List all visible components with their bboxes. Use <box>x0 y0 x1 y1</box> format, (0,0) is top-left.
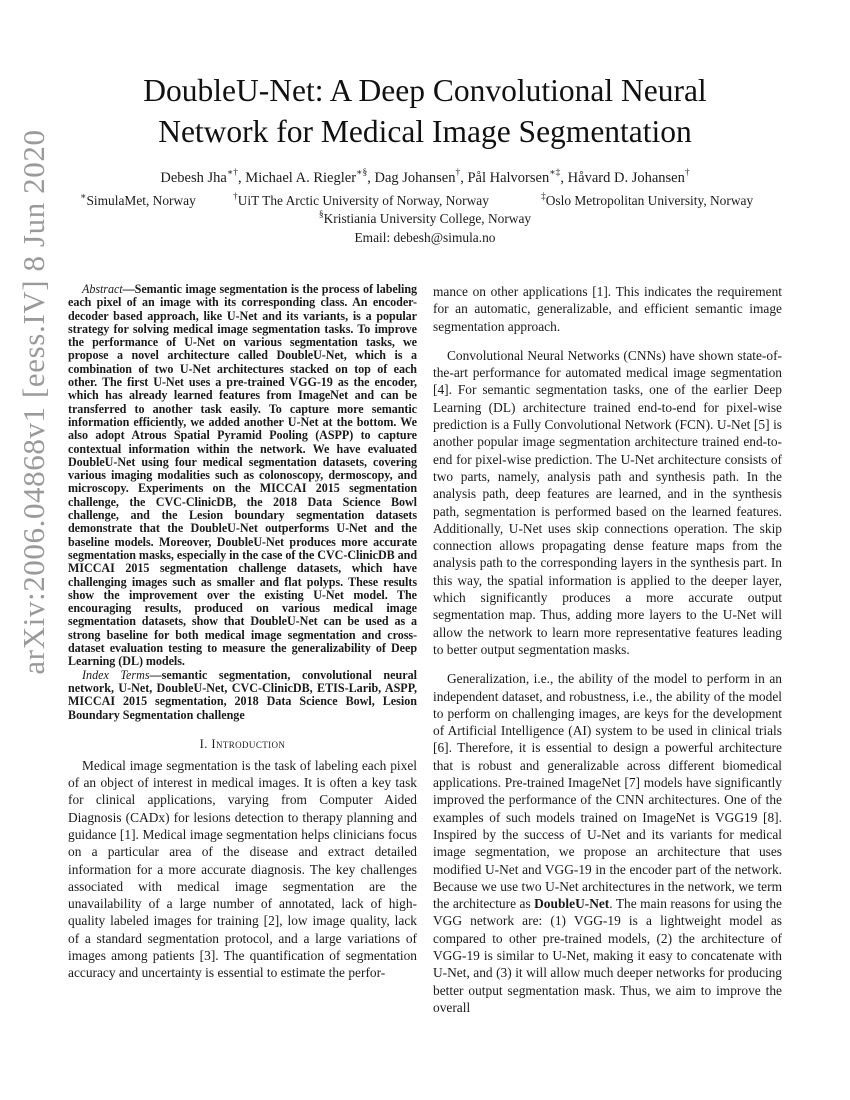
affiliation-mark: † <box>233 191 238 202</box>
author-name: Håvard D. Johansen <box>567 170 685 186</box>
affiliation-text: UiT The Arctic University of Norway, Norway <box>237 193 489 208</box>
paper-title <box>60 70 790 152</box>
author-name: Dag Johansen <box>374 170 456 186</box>
author-mark: † <box>455 168 461 179</box>
affiliation-text: SimulaMet, Norway <box>86 193 196 208</box>
contact-email: Email: debesh@simula.no <box>354 230 496 245</box>
author-mark: ∗‡ <box>549 168 561 179</box>
arxiv-watermark: arXiv:2006.04868v1 [eess.IV] 8 Jun 2020 <box>16 129 51 675</box>
author-name: Debesh Jha <box>160 170 227 186</box>
title-line-1: DoubleU-Net: A Deep Convolutional Neural <box>143 73 707 108</box>
author-mark: ∗§ <box>356 168 368 179</box>
abstract-lead: Abstract <box>82 282 123 296</box>
author-mark: † <box>684 168 690 179</box>
intro-paragraph-2: Convolutional Neural Networks (CNNs) have shown state-of-the-art performance for automated medical image segmentation [4]. For semantic segmentation tasks, one of the earlier Deep Learning (DL) architecture trained end-to-end for pixel-wise prediction is a Fully Convolutional Network (FCN). U-Net [5] is another popular image segmentation architecture trained end-to-end for pixel-wise prediction. The U-Net architecture consists of two parts, namely, analysis path and synthesis path. In the analysis path, deep features are learned, and in the synthesis path, segmentation is performed based on the learned features. Additionally, U-Net uses skip connections operation. The skip connection allows propagating dense feature maps from the analysis path to the corresponding layers in the synthesis part. In this way, the spatial information is applied to the deeper layer, which significantly produces a more accurate output segmentation map. Thus, adding more layers to the U-Net will allow the network to learn more representative features leading to better output segmentation masks. <box>433 347 782 657</box>
affiliation-text: Kristiania University College, Norway <box>323 211 532 226</box>
section-title: Introduction <box>211 736 286 751</box>
right-column <box>433 283 782 1016</box>
affiliation-oslo <box>541 192 753 210</box>
abstract <box>68 283 417 669</box>
author-list: Debesh Jha∗†, Michael A. Riegler∗§, Dag Johansen†, Pål Halvorsen∗‡, Håvard D. Johansen† <box>160 168 690 186</box>
paragraph-text: Generalization, i.e., the ability of the model to perform in an independent dataset, and robustness, i.e., the ability of the model to perform on challenging images, are keys for the development of Artificial Intelligence (AI) system to be used in clinical trials [6]. Therefore, it is essential to design a powerful architecture that is robust and generalizable across different biomedical applications. Pre-trained ImageNet [7] models have significantly improved the performance of the CNN architectures. One of the examples of such models trained on ImageNet is VGG19 [8]. Inspired by the success of U-Net and its variants for medical image segmentation, we propose an architecture that uses modified U-Net and VGG-19 in the encoder part of the network. Because we use two U-Net architectures in the network, we term the architecture as <box>433 671 782 912</box>
index-terms-text: —semantic segmentation, convolutional neural network, U-Net, DoubleU-Net, CVC-ClinicDB, ETIS-Larib, ASPP, MICCAI 2015 segmentation, 2018 Data Science Bowl, Lesion Boundary Segmentation challenge <box>68 667 417 722</box>
affiliation-simula <box>80 192 196 210</box>
paragraph-text: . The main reasons for using the VGG network are: (1) VGG-19 is a lightweight model as compared to other pre-trained models, (2) the architecture of VGG-19 is similar to U-Net, making it easy to concatenate with U-Net, and (3) it will allow much deeper networks for producing better output segmentation mask. Thus, we aim to improve the overall <box>433 896 782 1015</box>
author-name: Pål Halvorsen <box>467 170 550 186</box>
author-mark: ∗† <box>226 168 239 179</box>
section-heading <box>68 737 417 752</box>
affiliation-kristiania <box>60 210 790 228</box>
architecture-name: DoubleU-Net <box>534 896 610 912</box>
intro-paragraph-1: Medical image segmentation is the task of labeling each pixel of an object of interest in medical images. It is often a key task for clinical applications, varying from Computer Aided Diagnosis (CADx) for lesions detection to therapy planning and guidance [1]. Medical image segmentation helps clinicians focus on a particular area of the disease and extract detailed information for a more accurate diagnosis. The key challenges associated with medical image segmentation are the unavailability of a large number of annotated, lack of high-quality labeled images for training [2], low image quality, lack of a standard segmentation protocol, and a large variations of images among patients [3]. The quantification of segmentation accuracy and uncertainty is essential to estimate the perfor- <box>68 757 417 981</box>
author-name: Michael A. Riegler <box>245 170 357 186</box>
affiliation-mark: ∗ <box>80 191 87 202</box>
affiliation-uit <box>233 192 489 210</box>
intro-paragraph-3 <box>433 670 782 1016</box>
affiliation-mark: § <box>318 209 324 220</box>
intro-paragraph-continued: mance on other applications [1]. This indicates the requirement for an automatic, generalizable, and efficient semantic image segmentation approach. <box>433 284 782 334</box>
affiliation-text: Oslo Metropolitan University, Norway <box>545 193 754 208</box>
affiliation-mark: ‡ <box>541 191 546 202</box>
section-number: I. <box>199 736 212 751</box>
title-line-2: Network for Medical Image Segmentation <box>158 114 692 149</box>
index-terms <box>68 669 417 722</box>
abstract-text: —Semantic image segmentation is the process of labeling each pixel of an image with its corresponding class. An encoder-decoder based approach, like U-Net and its variants, is a popular strategy for solving medical image segmentation tasks. To improve the performance of U-Net on various segmentation tasks, we propose a novel architecture called DoubleU-Net, which is a combination of two U-Net architectures stacked on top of each other. The first U-Net uses a pre-trained VGG-19 as the encoder, which has already learned features from ImageNet and can be transferred to another task easily. To capture more semantic information efficiently, we added another U-Net at the bottom. We also adopt Atrous Spatial Pyramid Pooling (ASPP) to capture contextual information within the network. We have evaluated DoubleU-Net using four medical segmentation datasets, covering various imaging modalities such as colonoscopy, dermoscopy, and microscopy. Experiments on the MICCAI 2015 segmentation challenge, the CVC-ClinicDB, the 2018 Data Science Bowl challenge, and the Lesion boundary segmentation datasets demonstrate that the DoubleU-Net outperforms U-Net and the baseline models. Moreover, DoubleU-Net produces more accurate segmentation masks, especially in the case of the CVC-ClinicDB and MICCAI 2015 segmentation challenge datasets, which have challenging images such as smaller and flat polyps. These results show the improvement over the existing U-Net model. The encouraging results, produced on various medical image segmentation datasets, show that DoubleU-Net can be used as a strong baseline for both medical image segmentation and cross-dataset evaluation testing to measure the generalizability of Deep Learning (DL) models. <box>68 282 417 669</box>
index-terms-lead: Index Terms <box>82 667 150 682</box>
left-column <box>68 283 417 982</box>
